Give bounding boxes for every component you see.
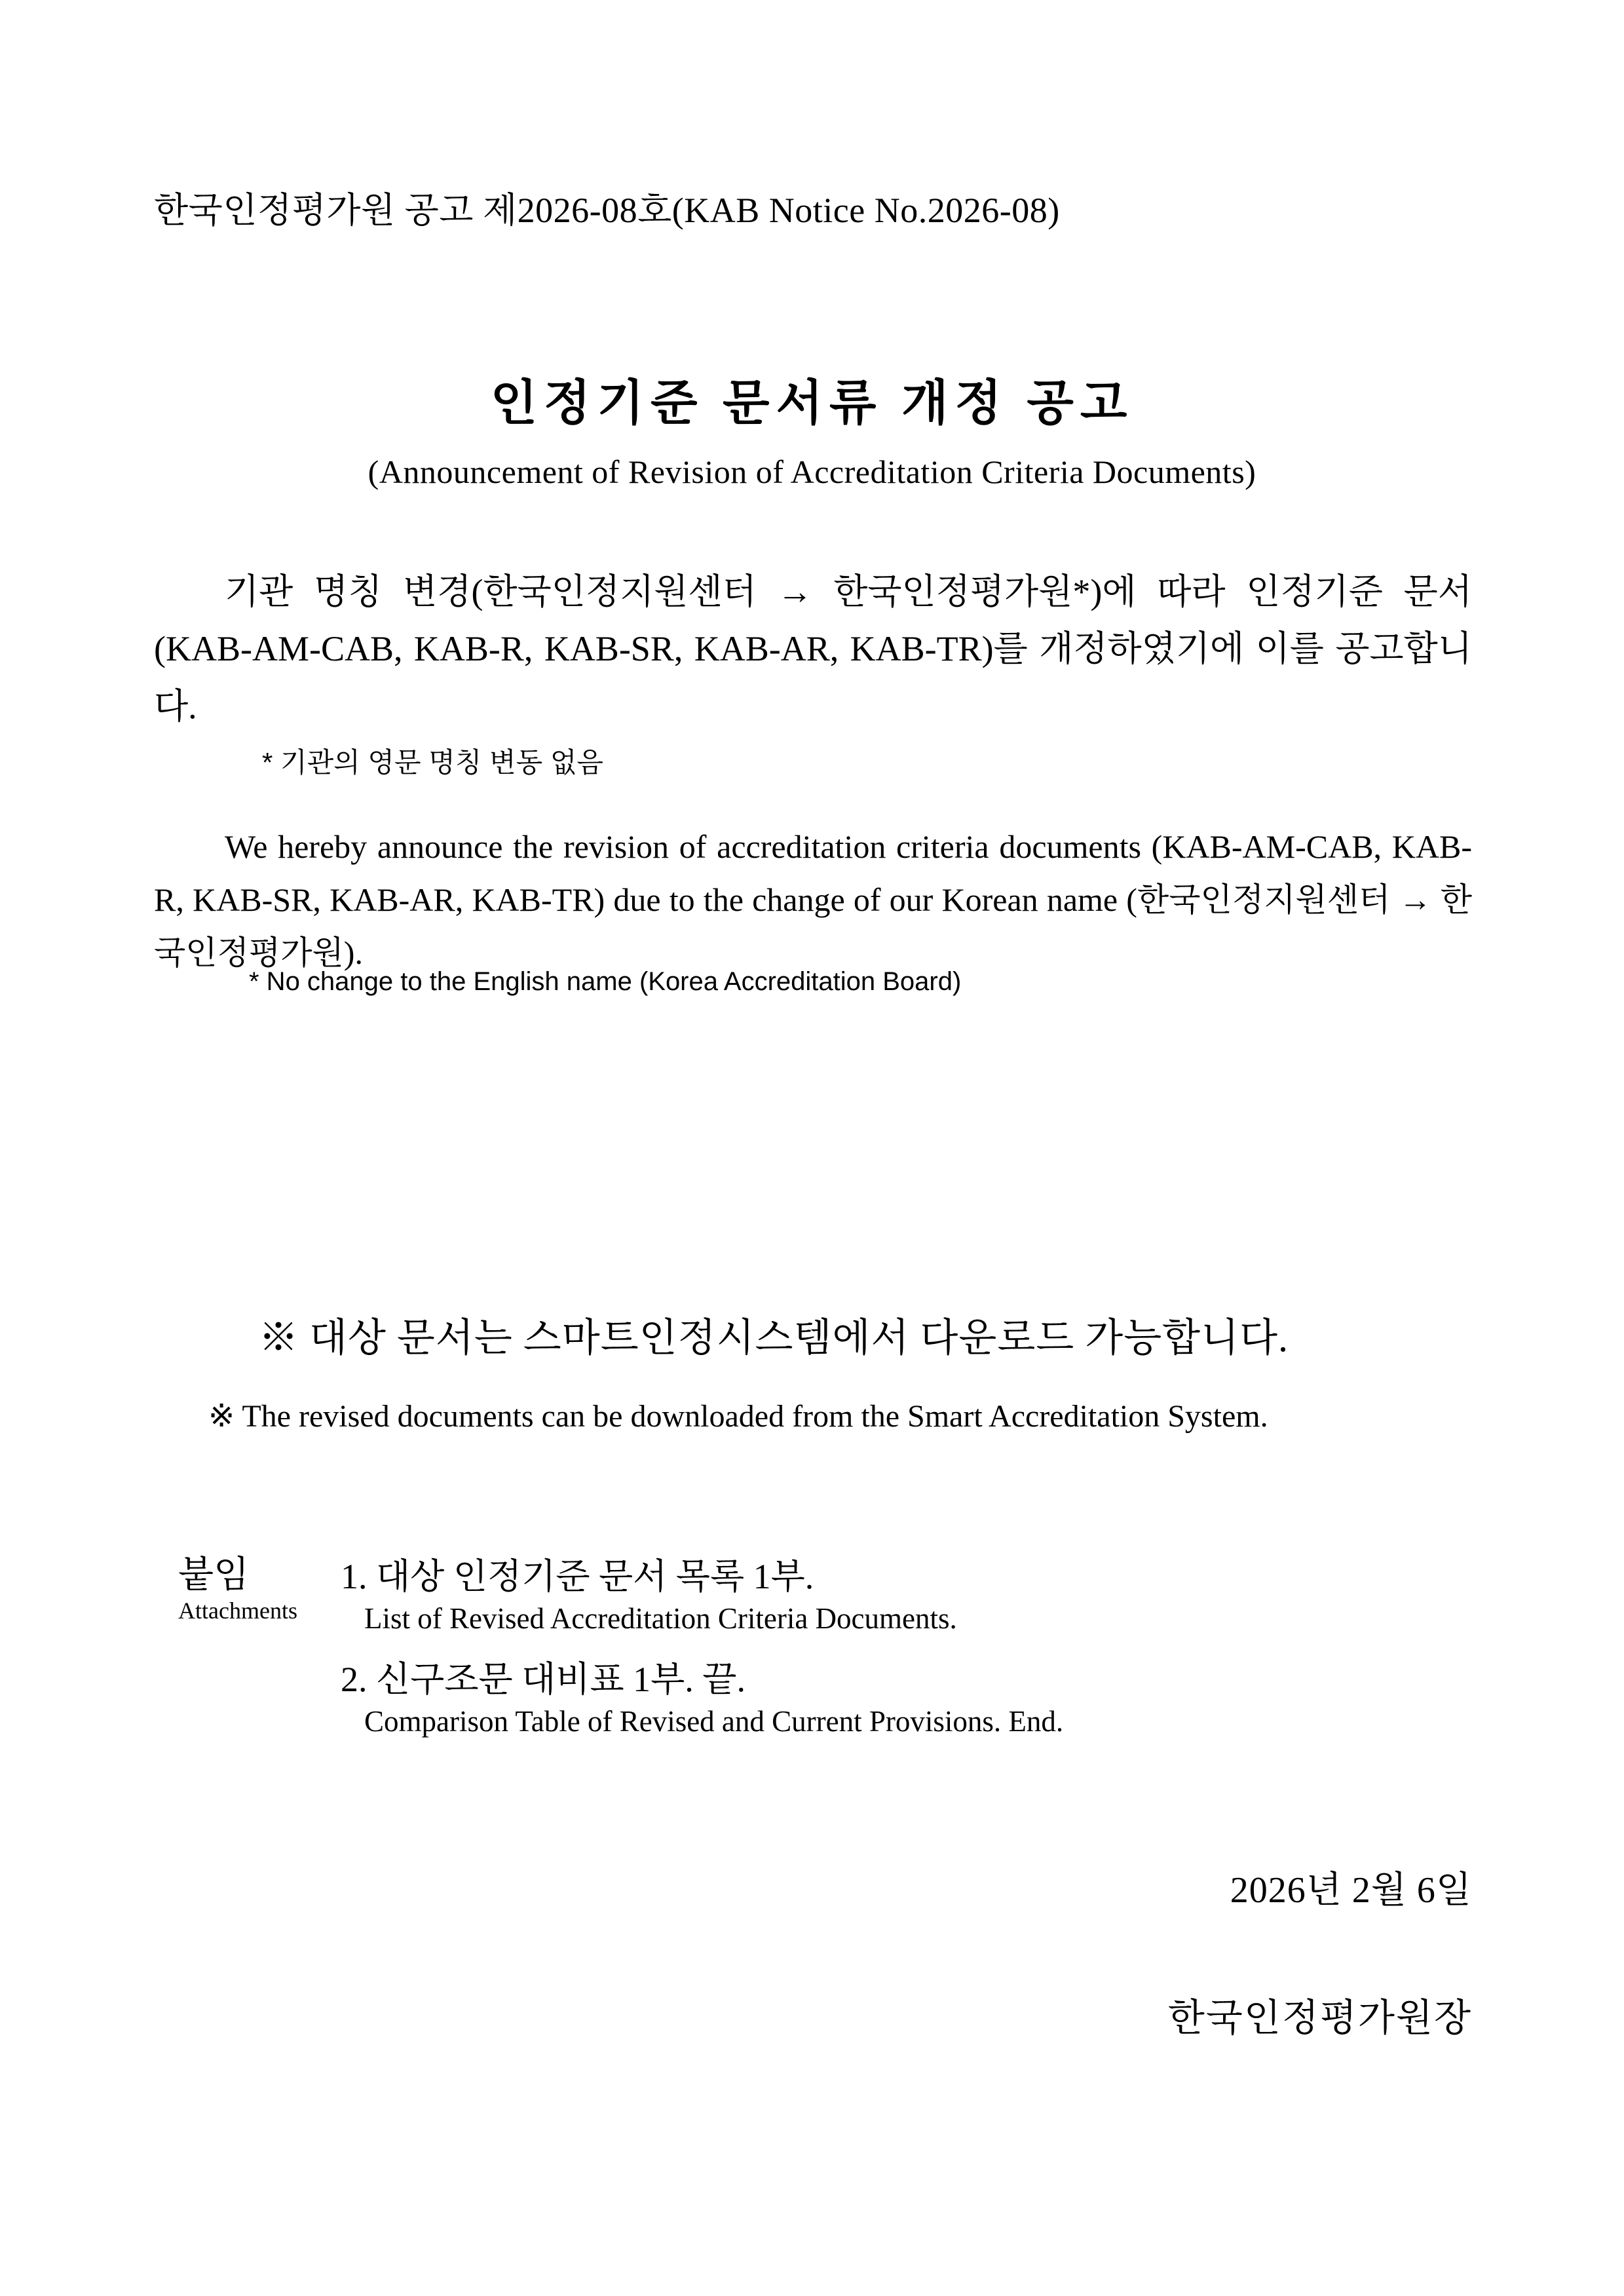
attachment-item: [341, 1556, 1454, 1636]
attachments-list: [341, 1556, 1454, 1761]
attachment-item: [341, 1658, 1454, 1739]
page-title: 인정기준 문서류 개정 공고: [490, 377, 1134, 430]
attachments-label-english: Attachments: [178, 1598, 297, 1624]
issue-date: 2026년 2월 6일: [1230, 1870, 1472, 1911]
attachments-label: [178, 1554, 342, 1625]
issuer-signature: 한국인정평가원장: [1167, 1997, 1472, 2039]
attachment-item-korean: 2. 신구조문 대비표 1부. 끝.: [341, 1659, 746, 1699]
attachments-label-korean: 붙임: [178, 1555, 250, 1596]
attachment-item-english: Comparison Table of Revised and Current Provisions. End.: [364, 1704, 1064, 1738]
body-paragraph-english-text: We hereby announce the revision of accreditation criteria documents (KAB-AM-CAB, KAB-R, KAB-SR, KAB-AR, KAB-TR) due to the change of our Korean name (한국인정지원센터 → 한국인정평가원).: [154, 828, 1472, 971]
attachment-item-korean: 1. 대상 인정기준 문서 목록 1부.: [341, 1557, 814, 1596]
footnote-english: * No change to the English name (Korea Accreditation Board): [249, 967, 962, 996]
notice-number-line: 한국인정평가원 공고 제2026-08호(KAB Notice No.2026-08): [154, 191, 1060, 230]
remark-korean: ※ 대상 문서는 스마트인정시스템에서 다운로드 가능합니다.: [259, 1316, 1289, 1360]
page-subtitle-english: (Announcement of Revision of Accreditation Criteria Documents): [368, 453, 1256, 490]
footnote-korean: * 기관의 영문 명칭 변동 없음: [262, 747, 603, 778]
body-paragraph-english: [154, 820, 1472, 980]
attachment-item-english: List of Revised Accreditation Criteria Documents.: [364, 1601, 957, 1635]
body-paragraph-korean-text: 기관 명칭 변경(한국인정지원센터 → 한국인정평가원*)에 따라 인정기준 문서(KAB-AM-CAB, KAB-R, KAB-SR, KAB-AR, KAB-TR)를 개정하였기에 이를 공고합니다.: [154, 572, 1472, 726]
remark-english: ※ The revised documents can be downloaded from the Smart Accreditation System.: [208, 1399, 1268, 1434]
body-paragraph-korean: [154, 564, 1472, 735]
